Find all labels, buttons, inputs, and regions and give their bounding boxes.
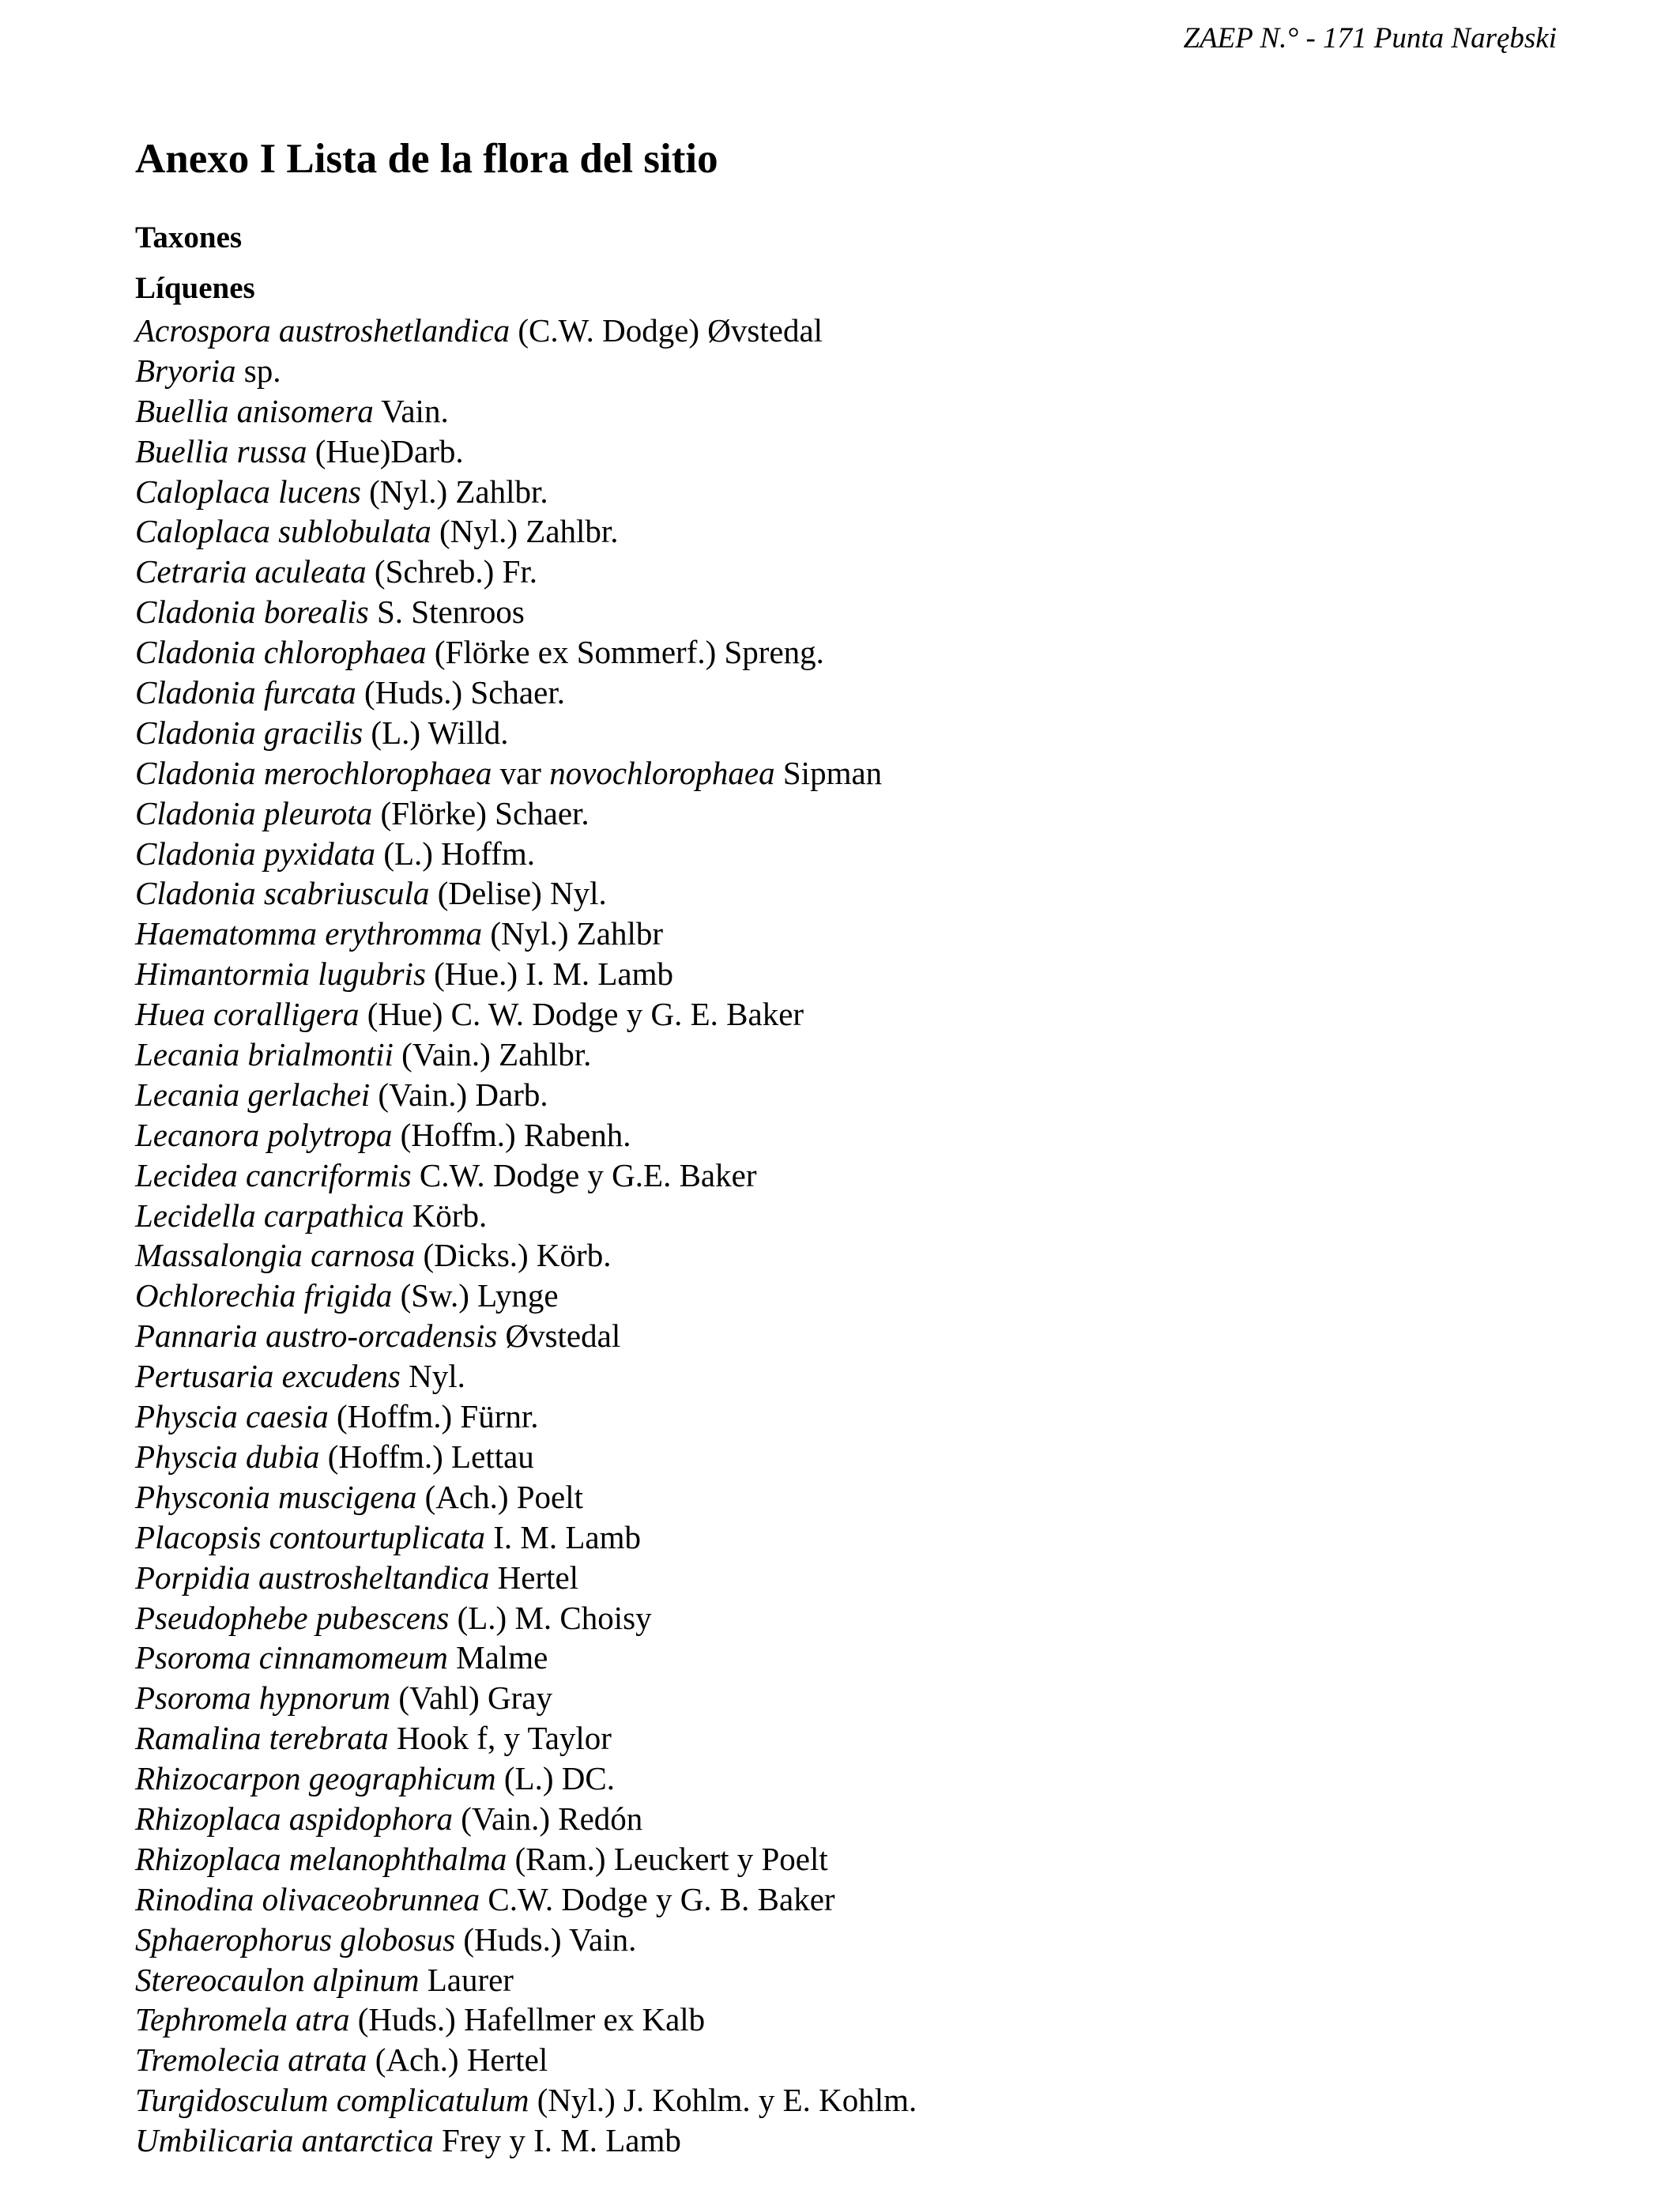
species-entry <box>135 511 917 552</box>
scientific-name: Ochlorechia frigida <box>135 1277 393 1314</box>
scientific-name: Rinodina olivaceobrunnea <box>135 1880 480 1917</box>
scientific-name: Ramalina terebrata <box>135 1720 389 1757</box>
species-entry <box>135 753 917 794</box>
species-entry <box>135 1839 917 1879</box>
authority: Malme <box>447 1639 548 1676</box>
species-entry <box>135 351 917 391</box>
species-entry <box>135 2080 917 2120</box>
authority: (Nyl.) J. Kohlm. y E. Kohlm. <box>529 2082 917 2119</box>
authority: I. M. Lamb <box>485 1518 641 1555</box>
species-entry <box>135 1558 917 1598</box>
authority: (Schreb.) Fr. <box>366 553 538 590</box>
authority: C.W. Dodge y G. B. Baker <box>480 1880 835 1917</box>
species-entry <box>135 2040 917 2080</box>
species-entry <box>135 1115 917 1155</box>
authority: (L.) Hoffm. <box>375 835 535 872</box>
scientific-name: Caloplaca sublobulata <box>135 513 431 550</box>
running-header: ZAEP N.° - 171 Punta Narębski <box>1183 22 1557 55</box>
species-entry <box>135 2120 917 2161</box>
authority: (Vahl) Gray <box>390 1679 552 1717</box>
scientific-name: Lecidea cancriformis <box>135 1156 412 1193</box>
authority: (C.W. Dodge) Øvstedal <box>510 312 823 349</box>
species-entry <box>135 432 917 472</box>
authority: sp. <box>235 352 281 389</box>
scientific-name: Buellia russa <box>135 432 307 469</box>
species-entry <box>135 1035 917 1075</box>
species-entry <box>135 873 917 914</box>
scientific-name: Caloplaca lucens <box>135 473 361 510</box>
scientific-name: Physcia caesia <box>135 1398 329 1435</box>
species-entry <box>135 552 917 592</box>
authority: (Ach.) Hertel <box>367 2041 548 2079</box>
species-entry <box>135 954 917 994</box>
scientific-name: Psoroma cinnamomeum <box>135 1639 448 1676</box>
species-entry <box>135 391 917 432</box>
species-entry <box>135 1920 917 1960</box>
species-entry <box>135 1718 917 1759</box>
species-entry <box>135 2000 917 2040</box>
authority: Vain. <box>373 392 449 429</box>
authority: (Delise) Nyl. <box>429 875 607 912</box>
species-entry <box>135 1356 917 1397</box>
species-entry <box>135 1397 917 1437</box>
species-entry <box>135 632 917 673</box>
species-entry <box>135 1678 917 1718</box>
authority: Sipman <box>774 754 883 791</box>
authority: (Hue.) I. M. Lamb <box>425 956 674 993</box>
scientific-name: Cladonia scabriuscula <box>135 875 430 912</box>
scientific-name: Himantormia lugubris <box>135 956 426 993</box>
authority: (Ram.) Leuckert y Poelt <box>507 1840 828 1877</box>
species-entry <box>135 472 917 512</box>
authority: (Vain.) Darb. <box>370 1076 548 1113</box>
authority: (Huds.) Schaer. <box>356 674 565 711</box>
scientific-name: Bryoria <box>135 352 236 389</box>
authority: (Hue)Darb. <box>307 432 464 469</box>
scientific-name: Cladonia pyxidata <box>135 835 376 872</box>
authority: (Nyl.) Zahlbr. <box>360 473 548 510</box>
scientific-name: Buellia anisomera <box>135 392 374 429</box>
species-entry <box>135 1155 917 1196</box>
lichen-species-list <box>135 311 917 2161</box>
authority: Hertel <box>489 1559 579 1596</box>
species-entry <box>135 1437 917 1477</box>
authority: C.W. Dodge y G.E. Baker <box>411 1156 757 1193</box>
authority: S. Stenroos <box>368 594 525 631</box>
scientific-name: Pseudophebe pubescens <box>135 1599 450 1636</box>
authority: Hook f, y Taylor <box>388 1720 612 1757</box>
species-entry <box>135 1316 917 1356</box>
species-entry <box>135 1235 917 1276</box>
species-entry <box>135 914 917 954</box>
annex-title: Anexo I Lista de la flora del sitio <box>135 136 718 182</box>
scientific-name: Pannaria austro-orcadensis <box>135 1318 498 1355</box>
species-entry <box>135 1879 917 1920</box>
scientific-name: Tremolecia atrata <box>135 2041 367 2079</box>
scientific-name: Cladonia furcata <box>135 674 356 711</box>
authority: Frey y I. M. Lamb <box>433 2122 681 2159</box>
species-entry <box>135 1598 917 1638</box>
scientific-name: Haematomma erythromma <box>135 915 483 952</box>
species-entry <box>135 1276 917 1316</box>
scientific-name: Pertusaria excudens <box>135 1358 401 1395</box>
scientific-name: Stereocaulon alpinum <box>135 1961 420 1998</box>
authority: Laurer <box>419 1961 514 1998</box>
scientific-name: Cladonia gracilis <box>135 714 363 751</box>
species-entry <box>135 1638 917 1678</box>
authority: (Hoffm.) Rabenh. <box>392 1116 631 1153</box>
scientific-name: Cladonia pleurota <box>135 794 373 831</box>
species-entry <box>135 834 917 874</box>
lichens-heading: Líquenes <box>135 271 255 305</box>
scientific-name: Lecidella carpathica <box>135 1197 405 1234</box>
scientific-name: Physconia muscigena <box>135 1478 417 1515</box>
species-entry <box>135 1960 917 2000</box>
scientific-name: Porpidia austrosheltandica <box>135 1559 490 1596</box>
species-entry <box>135 1799 917 1839</box>
authority: (Vain.) Zahlbr. <box>393 1036 592 1073</box>
authority: (Nyl.) Zahlbr. <box>431 513 619 550</box>
authority: (Huds.) Hafellmer ex Kalb <box>349 2001 706 2038</box>
authority: (Dicks.) Körb. <box>415 1237 612 1274</box>
authority: (Nyl.) Zahlbr <box>482 915 664 952</box>
scientific-name: Rhizocarpon geographicum <box>135 1760 496 1797</box>
scientific-name: Physcia dubia <box>135 1438 320 1475</box>
authority: (Flörke ex Sommerf.) Spreng. <box>426 634 824 671</box>
species-entry <box>135 994 917 1035</box>
species-entry <box>135 794 917 834</box>
species-entry <box>135 673 917 713</box>
authority: Körb. <box>404 1197 488 1234</box>
species-entry <box>135 1477 917 1517</box>
scientific-name: Tephromela atra <box>135 2001 350 2038</box>
scientific-name: Huea coralligera <box>135 996 360 1033</box>
scientific-name: Placopsis contourtuplicata <box>135 1518 485 1555</box>
authority: (L.) M. Choisy <box>449 1599 652 1636</box>
authority: Øvstedal <box>497 1318 621 1355</box>
authority: (Hue) C. W. Dodge y G. E. Baker <box>359 996 804 1033</box>
scientific-name: Cetraria aculeata <box>135 553 367 590</box>
authority: (Hoffm.) Fürnr. <box>328 1398 539 1435</box>
scientific-name: Cladonia borealis <box>135 594 369 631</box>
species-entry <box>135 592 917 632</box>
authority: (Vain.) Redón <box>453 1800 643 1837</box>
authority: (Sw.) Lynge <box>392 1277 559 1314</box>
authority: (L.) Willd. <box>363 714 509 751</box>
scientific-name: Lecanora polytropa <box>135 1116 393 1153</box>
scientific-name: Acrospora austroshetlandica <box>135 312 510 349</box>
species-entry <box>135 1759 917 1799</box>
authority: (L.) DC. <box>495 1760 615 1797</box>
scientific-name: Cladonia merochlorophaea <box>135 754 492 791</box>
species-entry <box>135 713 917 753</box>
authority: (Huds.) Vain. <box>455 1921 637 1958</box>
scientific-name: Lecania brialmontii <box>135 1036 394 1073</box>
species-entry <box>135 1517 917 1558</box>
authority: (Flörke) Schaer. <box>372 794 590 831</box>
scientific-name: Rhizoplaca aspidophora <box>135 1800 454 1837</box>
scientific-name: Massalongia carnosa <box>135 1237 416 1274</box>
species-entry <box>135 1196 917 1236</box>
scientific-name: Rhizoplaca melanophthalma <box>135 1840 507 1877</box>
scientific-name: Psoroma hypnorum <box>135 1679 391 1717</box>
authority: var <box>492 754 550 791</box>
scientific-name: Sphaerophorus globosus <box>135 1921 456 1958</box>
species-entry <box>135 1075 917 1115</box>
scientific-name: novochlorophaea <box>549 754 775 791</box>
authority: Nyl. <box>400 1358 465 1395</box>
scientific-name: Umbilicaria antarctica <box>135 2122 434 2159</box>
authority: (Ach.) Poelt <box>416 1478 584 1515</box>
scientific-name: Lecania gerlachei <box>135 1076 371 1113</box>
taxa-heading: Taxones <box>135 221 243 254</box>
scientific-name: Cladonia chlorophaea <box>135 634 427 671</box>
species-entry <box>135 311 917 351</box>
authority: (Hoffm.) Lettau <box>319 1438 534 1475</box>
scientific-name: Turgidosculum complicatulum <box>135 2082 529 2119</box>
